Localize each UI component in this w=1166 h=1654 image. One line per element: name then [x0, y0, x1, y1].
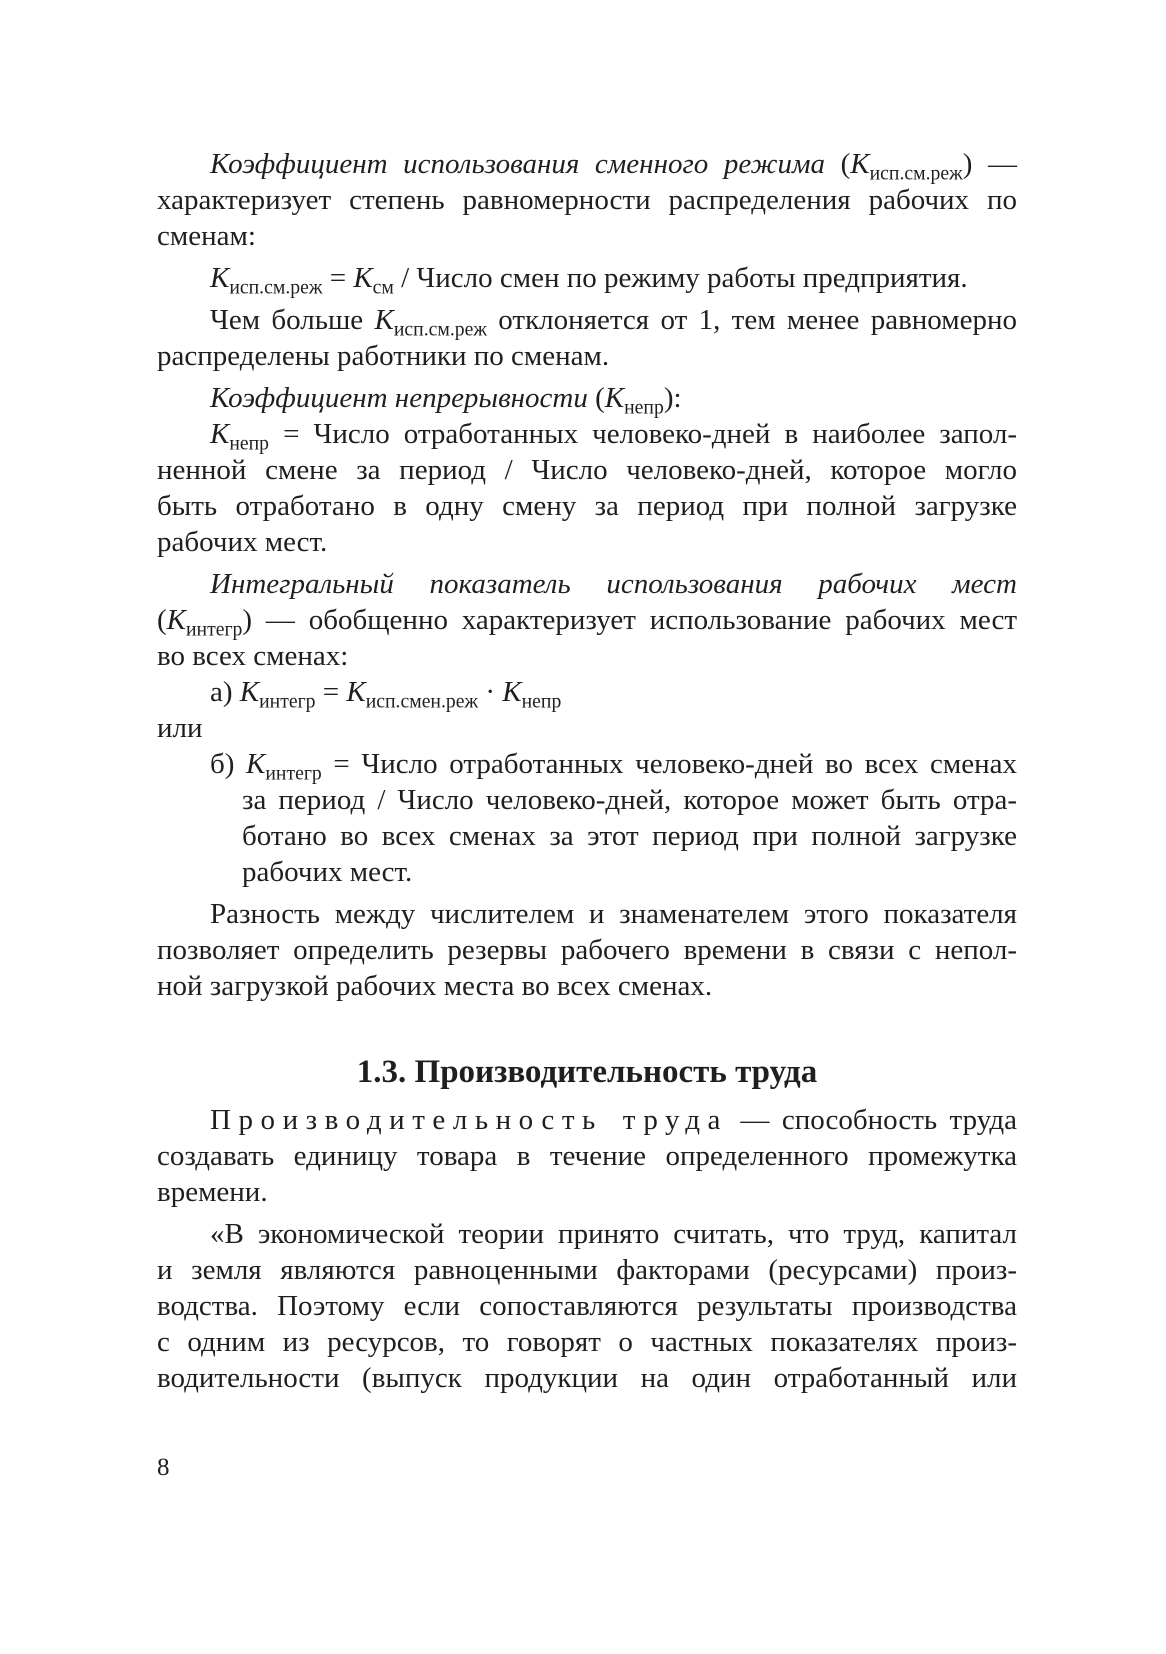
formula-line: б) $K_{интегр}$ = Число отработанных человеко-дней во всех сменах: [210, 748, 1017, 785]
page-number: 8: [157, 1454, 170, 1481]
formula-shift-mode-coefficient: [157, 260, 1017, 299]
text-line: «В экономической теории принято считать, что труд, капитал: [210, 1218, 1017, 1250]
paragraph-shift-mode-coefficient: [157, 146, 1017, 254]
paragraph-continuity-coefficient-title: [157, 380, 1017, 419]
text-line: ботано во всех сменах за этот период при полной загрузке: [242, 820, 1017, 852]
term-integral-indicator: Интегральный показатель использования рабочих мест: [210, 568, 1017, 600]
text-line: Чем больше $K_{исп.см.реж}$ отклоняется от 1, тем менее равномерно: [210, 304, 1017, 341]
text-line: ной загрузкой рабочих места во всех сменах.: [157, 970, 713, 1002]
text-line: позволяет определить резервы рабочего времени в связи с непол-: [157, 934, 1017, 966]
text-line: ненной смене за период / Число человеко-дней, которое могло: [157, 454, 1017, 486]
text-line: водства. Поэтому если сопоставляются результаты производства: [157, 1290, 1017, 1322]
text-line: и земля являются равноценными факторами (ресурсами) произ-: [157, 1254, 1017, 1286]
text-line: Коэффициент непрерывности $(K_{непр})$:: [210, 382, 682, 419]
text-line: Разность между числителем и знаменателем этого показателя: [210, 898, 1017, 930]
text-line: $(K_{интегр})$ — обобщенно характеризует использование рабочих мест: [157, 604, 1017, 641]
paragraph-economic-theory-quote: [157, 1216, 1017, 1396]
text-line: во всех сменах:: [157, 640, 349, 672]
text-line: сменам:: [157, 220, 256, 252]
text-line: водительности (выпуск продукции на один отработанный или: [157, 1362, 1017, 1394]
term-shift-mode-coefficient: Коэффициент использования сменного режима: [210, 148, 825, 180]
spaced-term: Производительность труда: [210, 1104, 728, 1136]
text-line: за период / Число человеко-дней, которое может быть отра-: [242, 784, 1017, 816]
text-line: времени.: [157, 1176, 268, 1208]
paragraph-difference: [157, 896, 1017, 1004]
text-line: рабочих мест.: [242, 856, 413, 888]
text-line: рабочих мест.: [157, 526, 328, 558]
formula-line: $K_{исп.см.реж} = K_{см}$ / Число смен по режиму работы предприятия.: [210, 262, 968, 299]
text-line: Производительность труда — способность труда: [210, 1104, 1018, 1136]
formula-continuity-coefficient: [157, 416, 1017, 560]
formula-integral-b: [157, 746, 1017, 890]
text-line: Коэффициент использования сменного режима $(K_{исп.см.реж})$ —: [210, 148, 1017, 185]
text-line: с одним из ресурсов, то говорят о частных показателях произ-: [157, 1326, 1017, 1358]
text-line: распределены работники по сменам.: [157, 340, 610, 372]
formula-line: а) $K_{интегр} = K_{исп.смен.реж} \cdot K_{непр}$: [210, 676, 562, 713]
paragraph-labor-productivity-definition: [157, 1102, 1017, 1210]
section-heading: 1.3. Производительность труда: [356, 1054, 818, 1090]
formula-integral-a: [157, 674, 1017, 713]
text-line: характеризует степень равномерности распределения рабочих по: [157, 184, 1017, 216]
text-line: создавать единицу товара в течение определенного промежутка: [157, 1140, 1017, 1172]
or-word: или: [157, 712, 203, 744]
text-line: $K_{непр}$ = Число отработанных человеко-дней в наиболее запол-: [210, 418, 1017, 455]
paragraph-deviation: [157, 302, 1017, 374]
paragraph-integral-indicator: [157, 566, 1017, 674]
term-continuity-coefficient: Коэффициент непрерывности: [210, 382, 588, 414]
text-line: быть отработано в одну смену за период при полной загрузке: [157, 490, 1017, 522]
text-column: [157, 146, 1017, 1396]
